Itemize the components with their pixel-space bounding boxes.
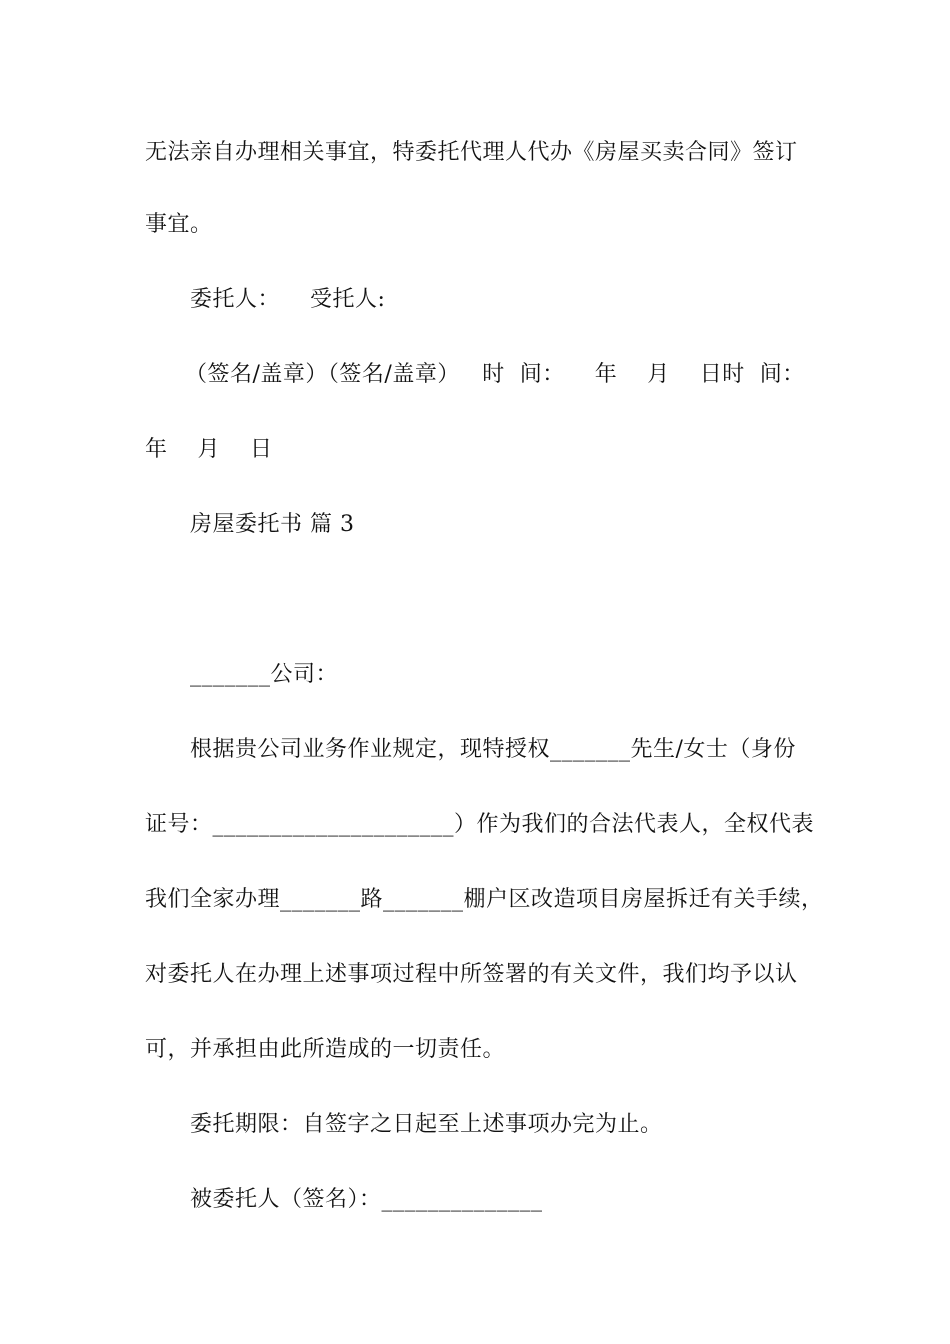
paragraph-line: 根据贵公司业务作业规定，现特授权_______先生/女士（身份 xyxy=(190,737,796,762)
section-heading: 房屋委托书 篇 3 xyxy=(190,512,355,537)
paragraph-line: 可，并承担由此所造成的一切责任。 xyxy=(145,1037,506,1062)
addressee-line: _______公司： xyxy=(190,662,339,687)
term-line: 委托期限：自签字之日起至上述事项办完为止。 xyxy=(190,1112,663,1137)
paragraph-line: 对委托人在办理上述事项过程中所签署的有关文件，我们均予以认 xyxy=(145,962,798,987)
paragraph-line: 我们全家办理_______路_______棚户区改造项目房屋拆迁有关手续， xyxy=(145,887,824,912)
date-line: 年 月 日 xyxy=(145,437,273,462)
paragraph-line: 无法亲自办理相关事宜，特委托代理人代办《房屋买卖合同》签订 xyxy=(145,140,798,165)
paragraph-line: 事宜。 xyxy=(145,212,213,237)
signature-date-line: （签名/盖章）（签名/盖章） 时 间： 年 月 日时 间： xyxy=(185,362,805,387)
paragraph-line: 证号：_____________________）作为我们的合法代表人，全权代表 xyxy=(145,812,815,837)
signature-parties-line: 委托人： 受托人: xyxy=(190,287,386,312)
signature-line: 被委托人（签名）：______________ xyxy=(190,1187,543,1212)
